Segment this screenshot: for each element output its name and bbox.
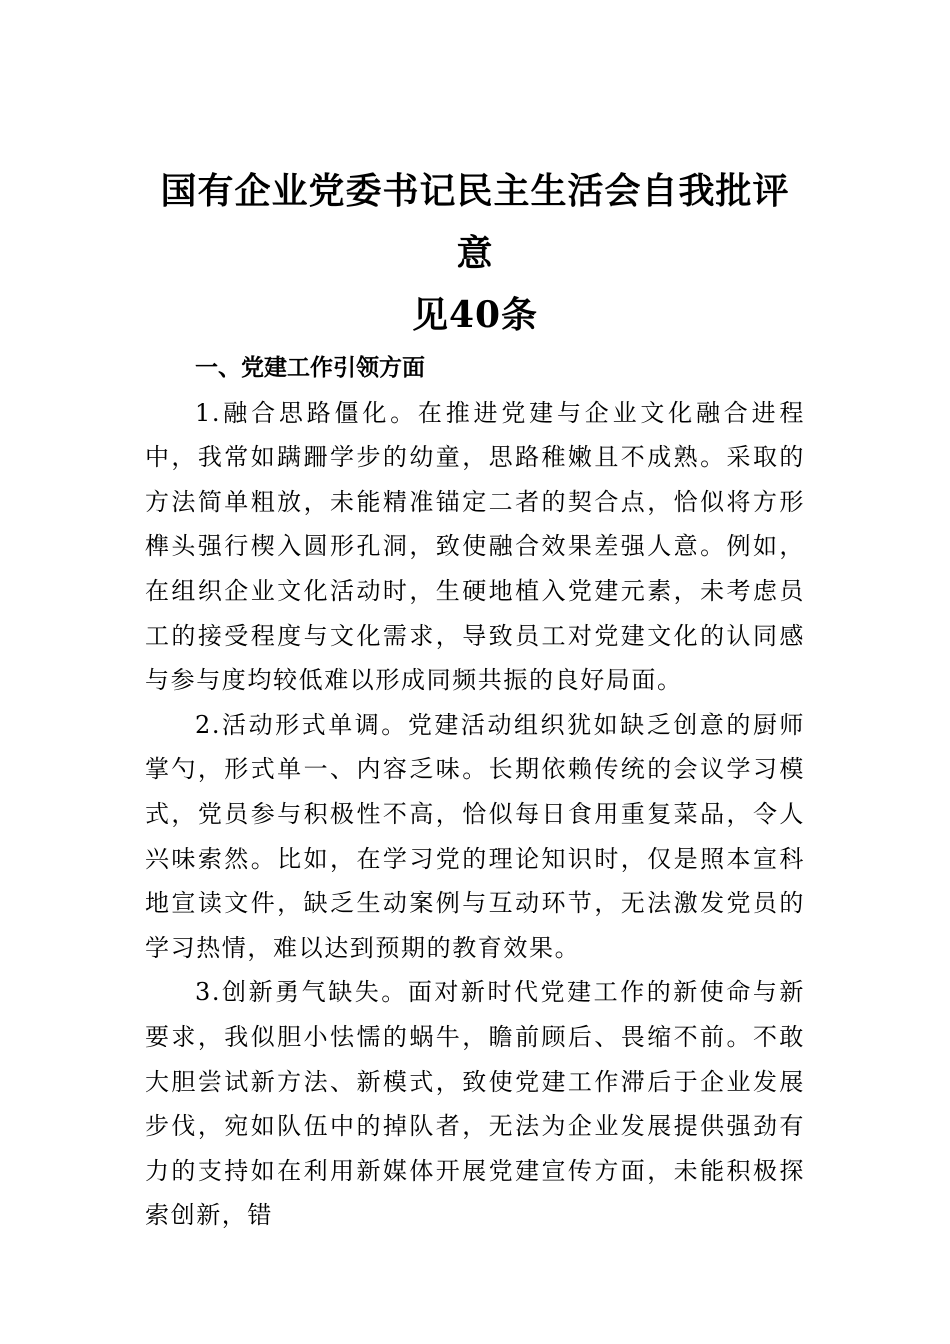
document-body [145,346,805,1238]
section-heading: 一、党建工作引领方面 [195,355,425,381]
document-title-line-1: 国有企业党委书记民主生活会自我批评意 [160,170,790,274]
paragraph-1: 1.融合思路僵化。在推进党建与企业文化融合进程中，我常如蹒跚学步的幼童，思路稚嫩且不成熟。采取的方法简单粗放，未能精准锚定二者的契合点，恰似将方形榫头强行楔入圆形孔洞，致使融合效果差强人意。例如，在组织企业文化活动时，生硬地植入党建元素，未考虑员工的接受程度与文化需求，导致员工对党建文化的认同感与参与度均较低难以形成同频共振的良好局面。 [145,398,805,695]
paragraph-3: 3.创新勇气缺失。面对新时代党建工作的新使命与新要求，我似胆小怯懦的蜗牛，瞻前顾后、畏缩不前。不敢大胆尝试新方法、新模式，致使党建工作滞后于企业发展步伐，宛如队伍中的掉队者，无法为企业发展提供强劲有力的支持如在利用新媒体开展党建宣传方面，未能积极探索创新，错 [145,978,805,1230]
document-title-line-2: 见40条 [411,294,539,336]
document-title [145,160,805,346]
paragraph-2: 2.活动形式单调。党建活动组织犹如缺乏创意的厨师掌勺，形式单一、内容乏味。长期依赖传统的会议学习模式，党员参与积极性不高，恰似每日食用重复菜品，令人兴味索然。比如，在学习党的理论知识时，仅是照本宣科地宣读文件，缺乏生动案例与互动环节，无法激发党员的学习热情，难以达到预期的教育效果。 [145,710,805,962]
